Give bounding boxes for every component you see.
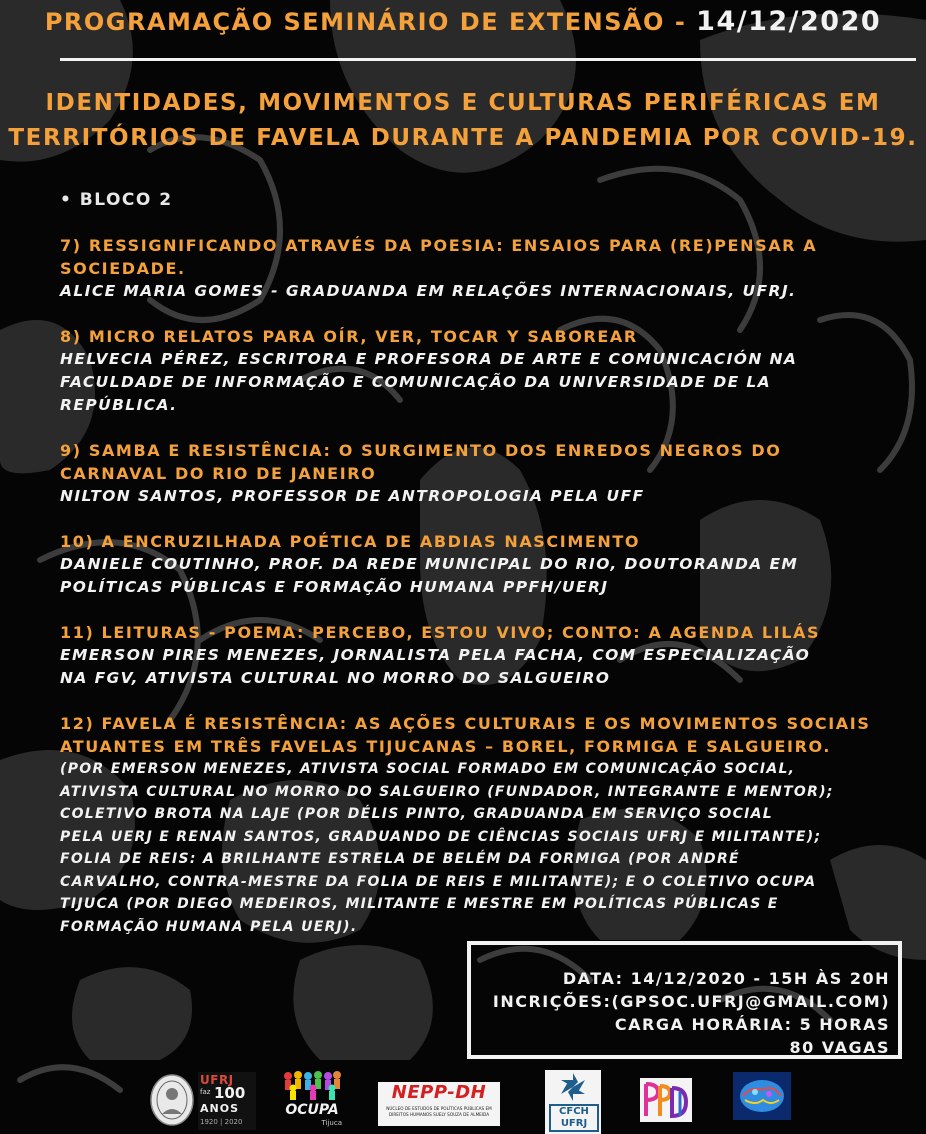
nepp-logo-text: NEPP-DH xyxy=(391,1082,487,1103)
program-item-title: 9) SAMBA E RESISTÊNCIA: O SURGIMENTO DOS ENREDOS NEGROS DO CARNAVAL DO RIO DE JANEIRO xyxy=(60,441,782,483)
vacancies: 80 VAGAS xyxy=(789,1038,890,1057)
header-label: PROGRAMAÇÃO SEMINÁRIO DE EXTENSÃO xyxy=(44,8,665,36)
program-item-title: 8) MICRO RELATOS PARA OÍR, VER, TOCAR Y SABOREAR xyxy=(60,327,638,346)
program-item-7 xyxy=(60,234,910,303)
ppdh-logo xyxy=(640,1078,692,1122)
cfch-logo-line2: UFRJ xyxy=(560,1118,588,1129)
seminar-title-line-1: IDENTIDADES, MOVIMENTOS E CULTURAS PERIFÉRICAS EM xyxy=(45,90,881,116)
program-list xyxy=(60,188,910,960)
sponsor-logos xyxy=(0,1062,926,1134)
ufrj-logo-100: 100 xyxy=(214,1084,246,1102)
program-item-title: 10) A ENCRUZILHADA POÉTICA DE ABDIAS NASCIMENTO xyxy=(60,532,641,551)
cfch-ufrj-logo xyxy=(545,1070,601,1134)
program-item-speaker: EMERSON PIRES MENEZES, JORNALISTA PELA FACHA, COM ESPECIALIZAÇÃO NA FGV, ATIVISTA CULTURAL NO MORRO DO SALGUEIRO xyxy=(60,646,811,687)
ocupa-logo-text: OCUPA xyxy=(285,1102,339,1118)
cfch-logo-box xyxy=(549,1104,599,1132)
seminar-title-line-2: TERRITÓRIOS DE FAVELA DURANTE A PANDEMIA POR COVID-19. xyxy=(8,125,918,151)
program-item-11 xyxy=(60,621,910,690)
program-item-speaker: ALICE MARIA GOMES - GRADUANDA EM RELAÇÕES INTERNACIONAIS, UFRJ. xyxy=(60,282,797,300)
ufrj-100-anos-logo xyxy=(198,1072,256,1130)
ufrj-logo-faz: faz xyxy=(200,1088,211,1096)
program-item-speaker: (POR EMERSON MENEZES, ATIVISTA SOCIAL FORMADO EM COMUNICAÇÃO SOCIAL, ATIVISTA CULTURAL NO MORRO DO SALGUEIRO (FUNDADOR, INTEGRANTE E MENTOR); COLETIVO BROTA NA LAJE (POR DÉLIS PINTO, GRADUANDA EM SERVIÇO SOCIAL PELA UERJ E RENAN SANTOS, GRADUANDO DE CIÊNCIAS SOCIAIS UFRJ E MILITANTE); FOLIA DE REIS: A BRILHANTE ESTRELA DE BELÉM DA FORMIGA (POR ANDRÉ CARVALHO, CONTRA-MESTRE DA FOLIA DE REIS E MILITANTE); E O COLETIVO OCUPA TIJUCA (POR DIEGO MEDEIROS, MILITANTE E MESTRE EM POLÍTICAS PÚBLICAS E FORMAÇÃO HUMANA PELA UERJ). xyxy=(60,761,834,935)
program-item-12 xyxy=(60,712,910,938)
event-date: DATA: 14/12/2020 - 15H ÀS 20H xyxy=(562,969,890,988)
ufrj-logo-anos: ANOS xyxy=(200,1102,239,1115)
workload: CARGA HORÁRIA: 5 HORAS xyxy=(614,1015,890,1034)
nepp-logo-sub: NÚCLEO DE ESTUDOS DE POLÍTICAS PÚBLICAS EM DIREITOS HUMANOS SUELY SOUZA DE ALMEIDA xyxy=(386,1106,492,1117)
program-item-title: 7) RESSIGNIFICANDO ATRAVÉS DA POESIA: ENSAIOS PARA (RE)PENSAR A SOCIEDADE. xyxy=(60,236,818,278)
program-item-10 xyxy=(60,530,910,599)
program-item-speaker: DANIELE COUTINHO, PROF. DA REDE MUNICIPAL DO RIO, DOUTORANDA EM POLÍTICAS PÚBLICAS E FORMAÇÃO HUMANA PPFH/UERJ xyxy=(60,555,799,596)
seminar-title xyxy=(0,86,926,156)
registration-email: INCRIÇÕES:(GPSOC.UFRJ@GMAIL.COM) xyxy=(492,992,890,1011)
event-info-box xyxy=(467,941,902,1059)
ufrj-logo-years: 1920 | 2020 xyxy=(200,1118,243,1126)
nepp-dh-logo xyxy=(378,1082,500,1126)
ufrj-logo-text: UFRJ xyxy=(200,1073,234,1087)
brain-image-logo xyxy=(733,1072,791,1120)
program-item-speaker: HELVECIA PÉREZ, ESCRITORA E PROFESORA DE ARTE E COMUNICACIÓN NA FACULDADE DE INFORMAÇÃO E COMUNICAÇÃO DA UNIVERSIDADE DE LA REPÚBLICA. xyxy=(60,350,798,414)
program-item-8 xyxy=(60,325,910,417)
block-heading: • BLOCO 2 xyxy=(60,190,173,210)
header-divider xyxy=(60,58,916,61)
ufrj-seal-logo xyxy=(150,1074,194,1126)
cfch-logo-line1: CFCH xyxy=(559,1106,589,1117)
program-item-title: 11) LEITURAS - POEMA: PERCEBO, ESTOU VIVO; CONTO: A AGENDA LILÁS xyxy=(60,623,821,642)
header-date: 14/12/2020 xyxy=(696,6,882,37)
program-item-9 xyxy=(60,439,910,508)
program-item-speaker: NILTON SANTOS, PROFESSOR DE ANTROPOLOGIA PELA UFF xyxy=(60,487,645,505)
header xyxy=(0,6,926,37)
header-separator: - xyxy=(674,8,687,36)
program-item-title: 12) FAVELA É RESISTÊNCIA: AS AÇÕES CULTURAIS E OS MOVIMENTOS SOCIAIS ATUANTES EM TRÊS FAVELAS TIJUCANAS – BOREL, FORMIGA E SALGUEIRO. xyxy=(60,714,871,756)
ocupa-tijuca-logo xyxy=(282,1070,342,1130)
ocupa-logo-sub: Tijuca xyxy=(321,1119,342,1127)
